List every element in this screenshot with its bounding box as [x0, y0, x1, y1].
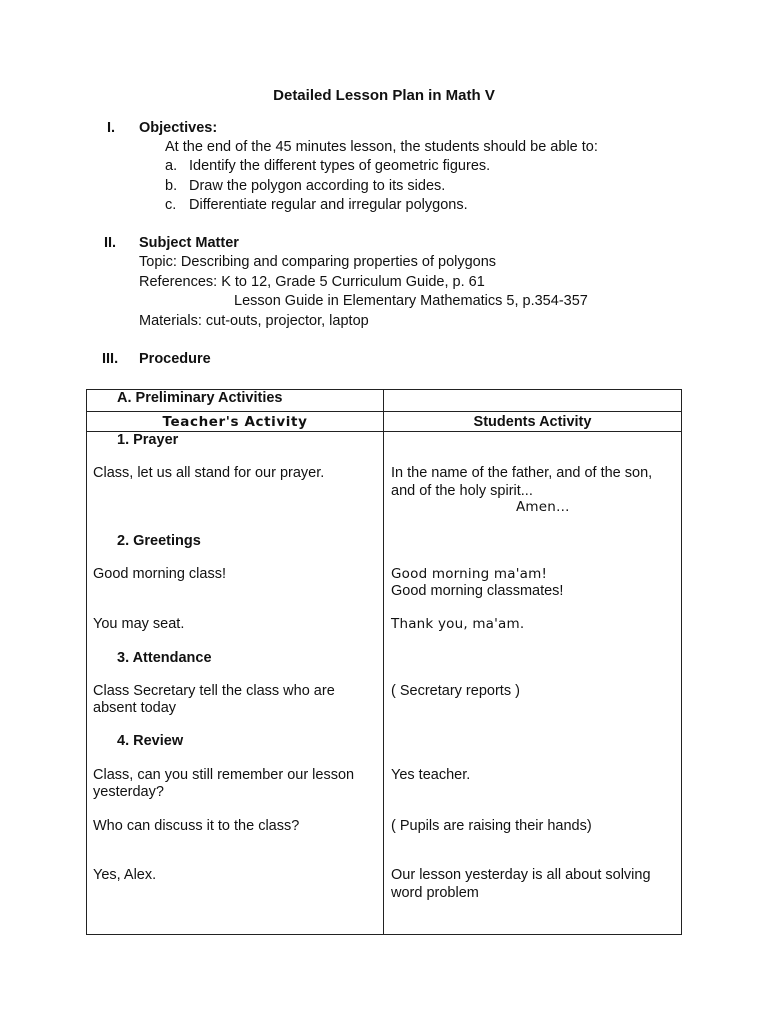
objective-item-a: Identify the different types of geometric figures.: [189, 158, 491, 174]
teacher-activity-header: Teacher's Activity: [162, 414, 308, 430]
review-teacher3: Yes, Alex.: [93, 867, 157, 883]
greetings-teacher1: Good morning class!: [93, 566, 226, 582]
table-column-divider: [383, 389, 384, 935]
attendance-heading: 3. Attendance: [117, 650, 212, 666]
objectives-intro: At the end of the 45 minutes lesson, the students should be able to:: [165, 139, 598, 155]
review-student1: Yes teacher.: [391, 767, 471, 783]
review-heading: 4. Review: [117, 733, 184, 749]
subject-materials: Materials: cut-outs, projector, laptop: [139, 313, 369, 329]
objective-item-c: Differentiate regular and irregular polygons.: [189, 197, 468, 213]
prayer-student-line1: In the name of the father, and of the son,: [391, 465, 653, 481]
objective-letter-b: b.: [165, 178, 178, 194]
attendance-teacher-line2: absent today: [93, 700, 177, 716]
objective-item-b: Draw the polygon according to its sides.: [189, 178, 446, 194]
review-student2: ( Pupils are raising their hands): [391, 818, 592, 834]
prayer-student-line2: and of the holy spirit...: [391, 483, 533, 499]
attendance-teacher-line1: Class Secretary tell the class who are: [93, 683, 335, 699]
attendance-student: ( Secretary reports ): [391, 683, 520, 699]
subject-references-cont: Lesson Guide in Elementary Mathematics 5, p.354-357: [234, 293, 588, 309]
procedure-heading: Procedure: [139, 351, 211, 367]
greetings-student1b: Good morning classmates!: [391, 583, 564, 599]
students-activity-header: Students Activity: [473, 414, 592, 430]
table-border-bottom: [86, 934, 682, 935]
review-teacher1-line1: Class, can you still remember our lesson: [93, 767, 355, 783]
greetings-heading: 2. Greetings: [117, 533, 201, 549]
table-border-left: [86, 389, 87, 935]
review-student3-line1: Our lesson yesterday is all about solving: [391, 867, 651, 883]
prayer-teacher: Class, let us all stand for our prayer.: [93, 465, 325, 481]
prayer-student-line3: Amen…: [516, 499, 570, 515]
greetings-student1a: Good morning ma'am!: [391, 566, 548, 582]
subject-matter-heading: Subject Matter: [139, 235, 239, 251]
page-title: Detailed Lesson Plan in Math V: [273, 87, 495, 104]
subject-matter-numeral: II.: [104, 235, 117, 251]
review-teacher2: Who can discuss it to the class?: [93, 818, 300, 834]
table-border-right: [681, 389, 682, 935]
review-student3-line2: word problem: [391, 885, 479, 901]
objective-letter-a: a.: [165, 158, 178, 174]
subject-topic: Topic: Describing and comparing properties of polygons: [139, 254, 497, 270]
greetings-teacher2: You may seat.: [93, 616, 185, 632]
objective-letter-c: c.: [165, 197, 177, 213]
objectives-heading: Objectives:: [139, 120, 218, 136]
preliminary-activities-label: A. Preliminary Activities: [117, 390, 283, 406]
procedure-numeral: III.: [102, 351, 119, 367]
greetings-student2: Thank you, ma'am.: [391, 616, 525, 632]
objectives-numeral: I.: [107, 120, 116, 136]
prayer-heading: 1. Prayer: [117, 432, 179, 448]
table-divider-header: [86, 411, 682, 412]
review-teacher1-line2: yesterday?: [93, 784, 164, 800]
subject-references: References: K to 12, Grade 5 Curriculum Guide, p. 61: [139, 274, 485, 290]
